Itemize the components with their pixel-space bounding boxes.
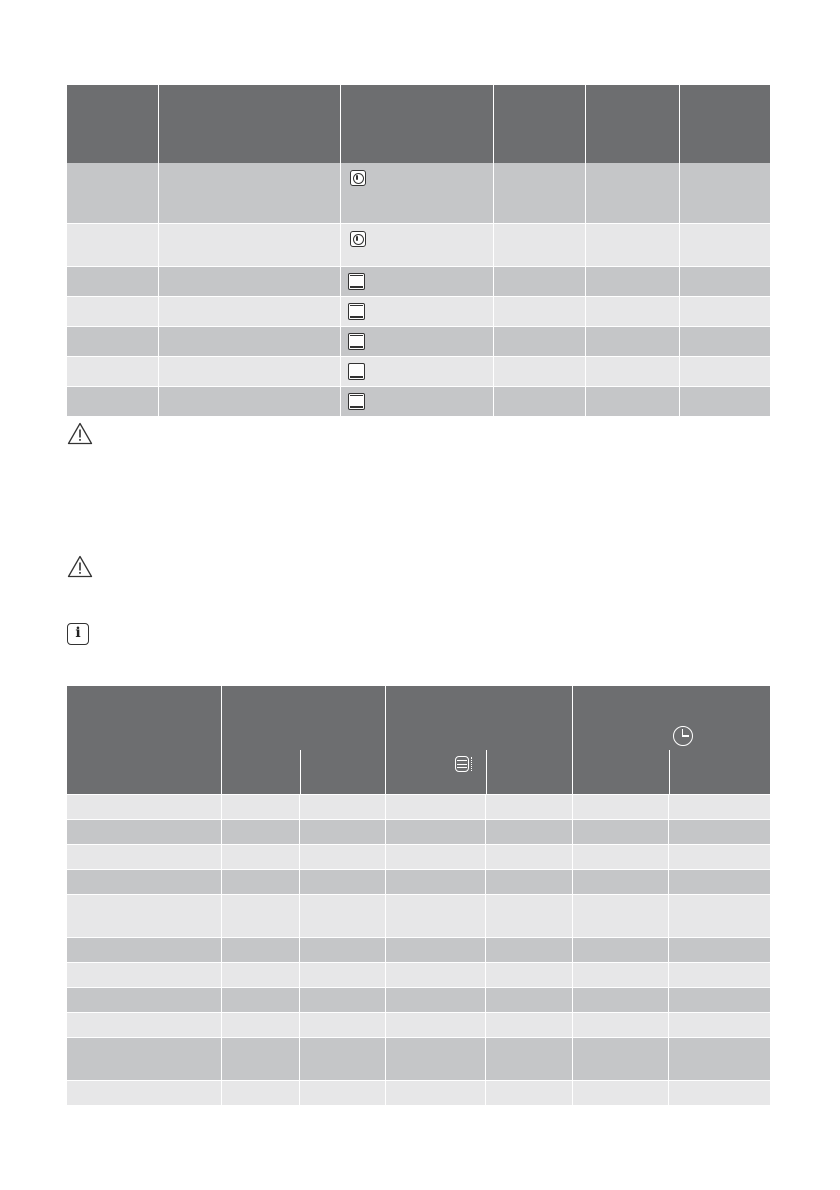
table-cell [299, 794, 385, 819]
top-bottom-heat-icon [348, 303, 365, 320]
table-cell [572, 1012, 668, 1037]
table-cell [572, 844, 668, 869]
table-cell [668, 962, 770, 987]
table-row [67, 1012, 770, 1037]
table-cell [572, 794, 668, 819]
table-cell [485, 962, 572, 987]
table-cell [299, 1037, 385, 1080]
fan-heating-icon [350, 231, 366, 247]
table-cell [585, 223, 679, 266]
table-cell [385, 937, 485, 962]
top-bottom-heat-icon [348, 393, 365, 410]
baking-table-header [67, 85, 770, 163]
table-cell [299, 937, 385, 962]
table-cell [572, 1080, 668, 1105]
table-cell [385, 1080, 485, 1105]
table-cell [485, 794, 572, 819]
table-row [67, 894, 770, 937]
table-cell [485, 819, 572, 844]
table-row [67, 163, 770, 223]
table-row [67, 1037, 770, 1080]
table-cell [493, 356, 585, 386]
table-cell [67, 1080, 221, 1105]
table-cell [67, 266, 158, 296]
table-cell [299, 962, 385, 987]
table-cell [67, 844, 221, 869]
table-cell [385, 869, 485, 894]
header-cell [221, 686, 385, 794]
table-cell [158, 266, 340, 296]
top-bottom-heat-icon [348, 333, 365, 350]
header-cell [158, 85, 340, 163]
header-cell [67, 686, 221, 794]
table-row [67, 266, 770, 296]
table-cell [67, 296, 158, 326]
table-cell [572, 894, 668, 937]
table-cell [668, 937, 770, 962]
table-cell [299, 987, 385, 1012]
table-cell [67, 326, 158, 356]
table-cell [385, 819, 485, 844]
table-cell [221, 794, 299, 819]
table-cell [572, 962, 668, 987]
header-cell [679, 85, 770, 163]
table-cell [67, 356, 158, 386]
table-cell [67, 962, 221, 987]
table-row [67, 844, 770, 869]
table-cell [572, 987, 668, 1012]
table-row [67, 1080, 770, 1105]
table-cell [585, 296, 679, 326]
table-cell [299, 869, 385, 894]
cooking-table [67, 686, 770, 1105]
table-row [67, 296, 770, 326]
table-cell [67, 223, 158, 266]
header-cell [572, 686, 770, 794]
table-cell [299, 844, 385, 869]
clock-icon [673, 726, 693, 746]
table-cell [67, 819, 221, 844]
cooking-table-header [67, 686, 770, 794]
table-cell [67, 794, 221, 819]
table-cell [493, 266, 585, 296]
table-cell [299, 819, 385, 844]
table-row [67, 937, 770, 962]
table-row [67, 794, 770, 819]
table-cell [668, 869, 770, 894]
table-row [67, 356, 770, 386]
table-cell [221, 1012, 299, 1037]
table-cell [493, 296, 585, 326]
table-cell [585, 386, 679, 416]
table-cell [340, 386, 493, 416]
table-cell [67, 1012, 221, 1037]
table-cell [221, 987, 299, 1012]
table-cell [67, 869, 221, 894]
table-cell [493, 386, 585, 416]
table-cell [299, 1080, 385, 1105]
table-cell [668, 794, 770, 819]
table-cell [67, 987, 221, 1012]
table-cell [485, 894, 572, 937]
table-cell [585, 266, 679, 296]
table-cell [668, 987, 770, 1012]
table-cell [679, 326, 770, 356]
table-cell [221, 869, 299, 894]
table-cell [67, 937, 221, 962]
table-cell [340, 266, 493, 296]
table-cell [485, 1012, 572, 1037]
table-cell [221, 937, 299, 962]
table-cell [485, 937, 572, 962]
table-row [67, 869, 770, 894]
bottom-heat-icon [348, 363, 365, 380]
table-cell [668, 844, 770, 869]
header-cell [67, 85, 158, 163]
info-icon: i [67, 623, 89, 645]
table-cell [572, 819, 668, 844]
table-row [67, 962, 770, 987]
table-cell [493, 223, 585, 266]
baking-table [67, 85, 770, 416]
table-cell [299, 1012, 385, 1037]
table-row [67, 326, 770, 356]
table-cell [385, 1012, 485, 1037]
table-cell [679, 223, 770, 266]
table-cell [485, 844, 572, 869]
table-cell [572, 869, 668, 894]
table-cell [668, 894, 770, 937]
table-cell [221, 1037, 299, 1080]
table-cell [67, 894, 221, 937]
table-cell [572, 937, 668, 962]
table-cell [679, 266, 770, 296]
table-cell [485, 869, 572, 894]
table-cell [340, 163, 493, 223]
table-cell [485, 987, 572, 1012]
table-cell [158, 326, 340, 356]
table-cell [679, 386, 770, 416]
table-cell [679, 163, 770, 223]
table-cell [679, 356, 770, 386]
table-cell [221, 844, 299, 869]
top-bottom-heat-icon [348, 273, 365, 290]
table-cell [385, 1037, 485, 1080]
table-row [67, 819, 770, 844]
table-cell [385, 894, 485, 937]
table-cell [340, 356, 493, 386]
table-cell [340, 296, 493, 326]
header-cell [585, 85, 679, 163]
header-cell [493, 85, 585, 163]
table-cell [668, 819, 770, 844]
table-cell [585, 163, 679, 223]
table-cell [679, 296, 770, 326]
table-cell [585, 326, 679, 356]
table-row [67, 223, 770, 266]
table-row [67, 386, 770, 416]
table-cell [67, 163, 158, 223]
table-cell [340, 223, 493, 266]
table-cell [385, 987, 485, 1012]
table-cell [221, 962, 299, 987]
table-cell [585, 356, 679, 386]
shelf-position-icon [455, 756, 469, 772]
table-cell [158, 296, 340, 326]
table-cell [668, 1080, 770, 1105]
table-cell [485, 1037, 572, 1080]
warning-triangle-icon [67, 422, 93, 445]
table-cell [340, 326, 493, 356]
table-cell [385, 962, 485, 987]
header-cell [385, 686, 572, 794]
table-cell [485, 1080, 572, 1105]
table-cell [158, 356, 340, 386]
table-row [67, 987, 770, 1012]
table-cell [158, 163, 340, 223]
table-cell [493, 163, 585, 223]
table-cell [668, 1012, 770, 1037]
table-cell [67, 386, 158, 416]
table-cell [299, 894, 385, 937]
table-cell [221, 1080, 299, 1105]
table-cell [493, 326, 585, 356]
table-cell [158, 386, 340, 416]
table-cell [221, 894, 299, 937]
table-cell [385, 794, 485, 819]
warning-triangle-icon [67, 555, 93, 578]
table-cell [385, 844, 485, 869]
table-cell [572, 1037, 668, 1080]
fan-heating-icon [350, 170, 366, 186]
table-cell [158, 223, 340, 266]
table-cell [67, 1037, 221, 1080]
header-cell [340, 85, 493, 163]
table-cell [668, 1037, 770, 1080]
table-cell [221, 819, 299, 844]
